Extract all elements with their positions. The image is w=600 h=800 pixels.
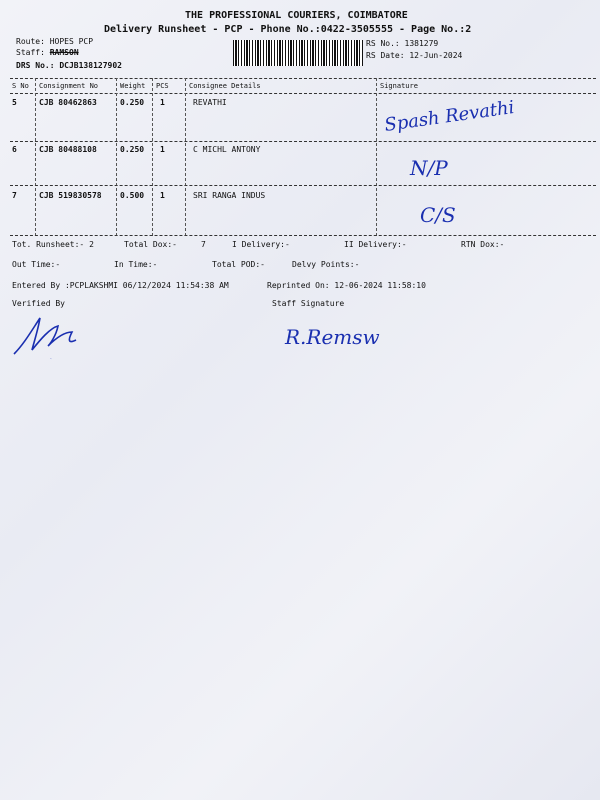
verified-signature [10, 310, 90, 360]
column-separator [185, 78, 186, 236]
rs-number: RS No.: 1381279 [366, 39, 439, 48]
col-header-weight: Weight [120, 82, 146, 90]
rs-date: RS Date: 12-Jun-2024 [366, 51, 463, 60]
row-signature: C/S [420, 203, 456, 227]
company-title: THE PROFESSIONAL COURIERS, COIMBATORE [185, 10, 408, 21]
row-consignee: REVATHI [193, 98, 227, 107]
verified-signature-text: Sd/- [50, 359, 53, 360]
row-signature: Spash Revathi [383, 96, 516, 137]
reprinted-on: Reprinted On: 12-06-2024 11:58:10 [267, 281, 426, 290]
total-pod: Total POD:- [212, 260, 265, 269]
col-header-signature: Signature [380, 82, 418, 90]
row-signature: N/P [410, 156, 448, 180]
row-pcs: 1 [160, 98, 165, 107]
divider [10, 235, 596, 236]
row-pcs: 1 [160, 145, 165, 154]
in-time: In Time:- [114, 260, 158, 269]
row-weight: 0.250 [120, 98, 145, 107]
row-weight: 0.500 [120, 191, 145, 200]
total-dox-label: Total Dox:- [124, 240, 177, 249]
column-separator [116, 78, 117, 236]
col-header-consignment: Consignment No [39, 82, 99, 90]
divider [10, 93, 596, 94]
staff-name: RAMSON [49, 48, 79, 57]
row-sno: 6 [12, 145, 17, 154]
tot-runsheet: Tot. Runsheet:- 2 [12, 240, 94, 249]
row-consignee: C MICHL ANTONY [193, 145, 261, 154]
verified-by-label: Verified By [12, 299, 65, 308]
divider [10, 141, 596, 142]
route-label: Route: HOPES PCP [16, 37, 94, 46]
row-consignment: CJB 80488108 [39, 145, 97, 154]
row-weight: 0.250 [120, 145, 145, 154]
row-consignment: CJB 80462863 [39, 98, 97, 107]
staff-line [16, 48, 79, 57]
out-time: Out Time:- [12, 260, 61, 269]
delvy-points: Delvy Points:- [292, 260, 360, 269]
divider [10, 185, 596, 186]
entered-by: Entered By :PCPLAKSHMI 06/12/2024 11:54:38 AM [12, 281, 229, 290]
barcode-image [233, 40, 363, 66]
drs-number: DRS No.: DCJB138127902 [16, 61, 122, 70]
row-consignee: SRI RANGA INDUS [193, 191, 266, 200]
column-separator [35, 78, 36, 236]
row-consignment: CJB 519830578 [39, 191, 102, 200]
runsheet-subtitle: Delivery Runsheet - PCP - Phone No.:0422-3505555 - Page No.:2 [104, 24, 472, 35]
row-sno: 5 [12, 98, 17, 107]
rtn-dox: RTN Dox:- [461, 240, 505, 249]
ii-delivery: II Delivery:- [344, 240, 407, 249]
col-header-sno: S No [12, 82, 29, 90]
divider [10, 78, 596, 79]
col-header-consignee: Consignee Details [189, 82, 261, 90]
staff-signature-label: Staff Signature [272, 299, 345, 308]
column-separator [152, 78, 153, 236]
staff-signature: R.Remsw [285, 325, 380, 349]
col-header-pcs: PCS [156, 82, 169, 90]
total-dox-value: 7 [201, 240, 206, 249]
i-delivery: I Delivery:- [232, 240, 290, 249]
column-separator [376, 78, 377, 236]
staff-label: Staff: [16, 48, 45, 57]
row-pcs: 1 [160, 191, 165, 200]
row-sno: 7 [12, 191, 17, 200]
